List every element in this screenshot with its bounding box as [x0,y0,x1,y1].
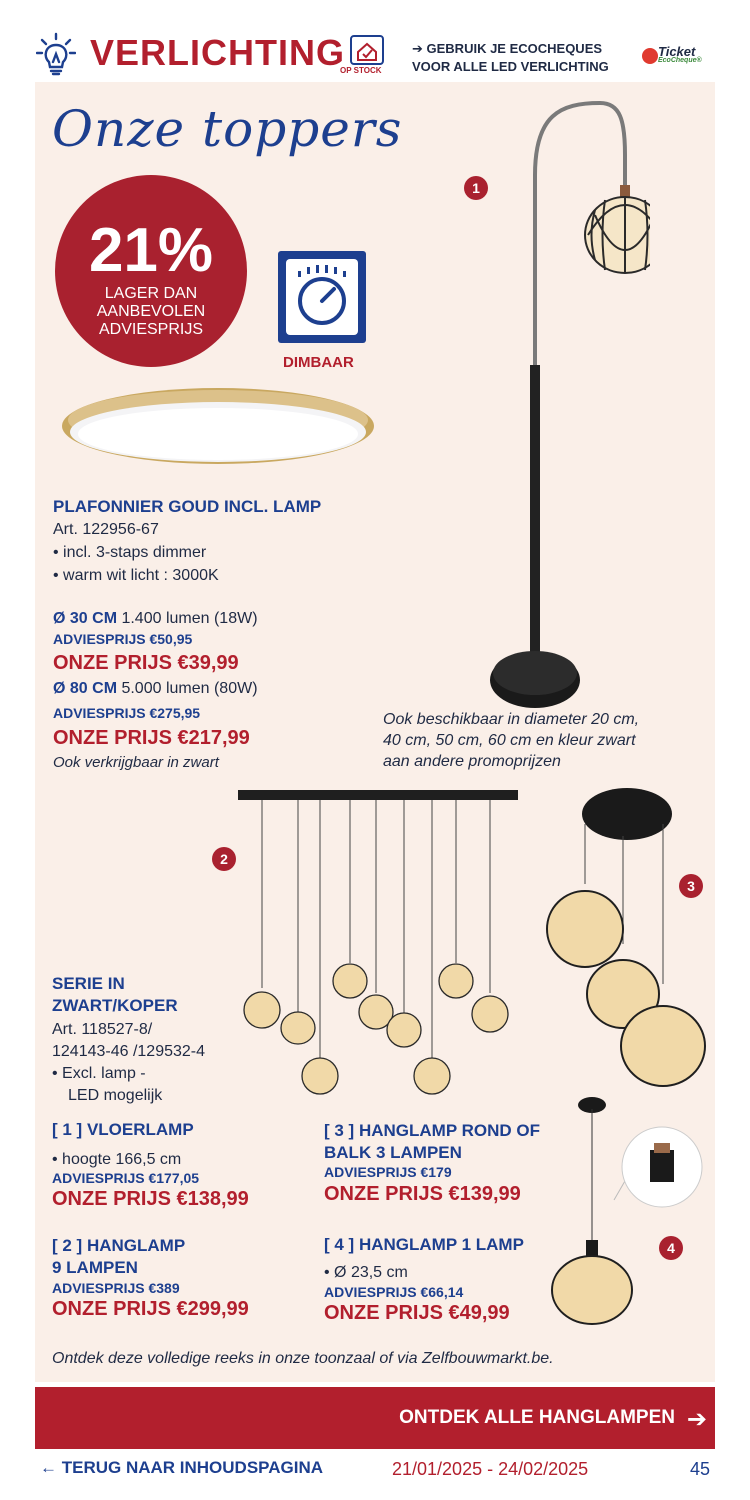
item-2-title-line2: 9 LAMPEN [52,1258,138,1277]
item-2-advies: ADVIESPRIJS €389 [52,1280,180,1296]
serie-art-1: Art. 118527-8/ [52,1021,153,1038]
page-header [0,0,750,82]
discount-label-line3: ADVIESPRIJS [98,321,204,338]
plafonnier-bullet-1: • incl. 3-staps dimmer [53,544,207,561]
ceiling-lamp-image [60,386,376,466]
item-3-title-line2: BALK 3 LAMPEN [324,1143,462,1162]
plafonnier-note: Ook verkrijgbaar in zwart [53,754,219,771]
item-3-title-line1: [ 3 ] HANGLAMP ROND OF [324,1121,540,1140]
serie-bullet-1: • Excl. lamp - [52,1065,146,1082]
pendant-1-lamp-image [550,1095,710,1335]
item-1-price: ONZE PRIJS €138,99 [52,1188,249,1210]
item-4-price: ONZE PRIJS €49,99 [324,1302,510,1324]
serie-bullet-2: LED mogelijk [68,1087,163,1104]
item-1-title: [ 1 ] VLOERLAMP [52,1120,194,1139]
item-2-title [52,1235,185,1279]
ticket-logo-mark [642,48,658,64]
variant-30cm-lumen: 1.400 lumen (18W) [117,610,258,627]
discount-label-line2: AANBEVOLEN [96,303,206,320]
arrow-right-icon: ➔ [686,1406,707,1433]
discover-pendants-button[interactable] [35,1387,715,1449]
pendant-9-lamps-image [236,788,520,1106]
stock-label: OP STOCK [340,66,382,75]
floor-note-line2: 40 cm, 50 cm, 60 cm en kleur zwart [383,732,636,749]
page-number: 45 [690,1459,711,1479]
marker-1: 1 [464,176,488,200]
variant-30cm [53,609,258,628]
item-1-advies: ADVIESPRIJS €177,05 [52,1170,200,1186]
floor-note-line3: aan andere promoprijzen [383,753,561,770]
item-4-advies: ADVIESPRIJS €66,14 [324,1284,464,1300]
back-to-index-link[interactable]: ← TERUG NAAR INHOUDSPAGINA [40,1458,324,1477]
marker-3: 3 [679,874,703,898]
discount-badge [55,175,247,367]
pendant-3-lamps-image [545,784,710,1094]
variant-80cm-lumen: 5.000 lumen (80W) [117,680,258,697]
serie-title [52,973,178,1017]
discount-label-line1: LAGER DAN [104,285,198,302]
cta-label: ONTDEK ALLE HANGLAMPEN [399,1407,675,1428]
dimmer-icon [278,251,366,343]
script-title: Onze toppers [52,100,403,158]
item-3-price: ONZE PRIJS €139,99 [324,1183,521,1205]
variant-30cm-size: Ø 30 CM [53,610,118,627]
floor-lamp-image [470,95,650,715]
dimmable-label: DIMBAAR [283,354,354,371]
lightbulb-icon [36,32,76,76]
variant-30cm-advies: ADVIESPRIJS €50,95 [53,631,193,647]
plafonnier-bullet-2: • warm wit licht : 3000K [53,567,219,584]
variant-80cm-size: Ø 80 CM [53,680,118,697]
floor-note-line1: Ook beschikbaar in diameter 20 cm, [383,711,640,728]
item-2-title-line1: [ 2 ] HANGLAMP [52,1236,186,1255]
discover-text: Ontdek deze volledige reeks in onze toonzaal of via Zelfbouwmarkt.be. [52,1350,554,1367]
ticket-sub: EcoCheque® [658,57,702,64]
marker-4: 4 [659,1236,683,1260]
item-1-bullet: • hoogte 166,5 cm [52,1151,182,1168]
variant-30cm-price: ONZE PRIJS €39,99 [53,652,239,674]
section-title: VERLICHTING [90,32,346,73]
variant-80cm [53,679,258,698]
variant-80cm-price: ONZE PRIJS €217,99 [53,727,250,749]
serie-details [52,1019,205,1107]
ecocheque-line-1: ➔ GEBRUIK JE ECOCHEQUES [412,41,603,56]
plafonnier-title: PLAFONNIER GOUD INCL. LAMP [53,497,322,516]
ticket-brand: Ticket [658,44,696,59]
serie-art-2: 124143-46 /129532-4 [52,1043,206,1060]
floor-lamp-note [383,709,639,772]
ecocheque-notice [412,40,609,76]
serie-title-line2: ZWART/KOPER [52,996,178,1015]
discount-percent: 21% [88,216,214,285]
variant-80cm-advies: ADVIESPRIJS €275,95 [53,705,201,721]
plafonnier-art: Art. 122956-67 [53,521,159,538]
serie-title-line1: SERIE IN [52,974,125,993]
item-2-price: ONZE PRIJS €299,99 [52,1298,249,1320]
ticket-ecocheque-logo [640,44,716,68]
promo-date-range: 21/01/2025 - 24/02/2025 [392,1459,589,1479]
discount-label [75,285,227,339]
item-4-title: [ 4 ] HANGLAMP 1 LAMP [324,1235,524,1254]
item-3-title [324,1120,540,1164]
item-4-bullet: • Ø 23,5 cm [324,1264,408,1281]
ecocheque-line-2: VOOR ALLE LED VERLICHTING [412,59,609,74]
marker-2: 2 [212,847,236,871]
item-3-advies: ADVIESPRIJS €179 [324,1164,452,1180]
